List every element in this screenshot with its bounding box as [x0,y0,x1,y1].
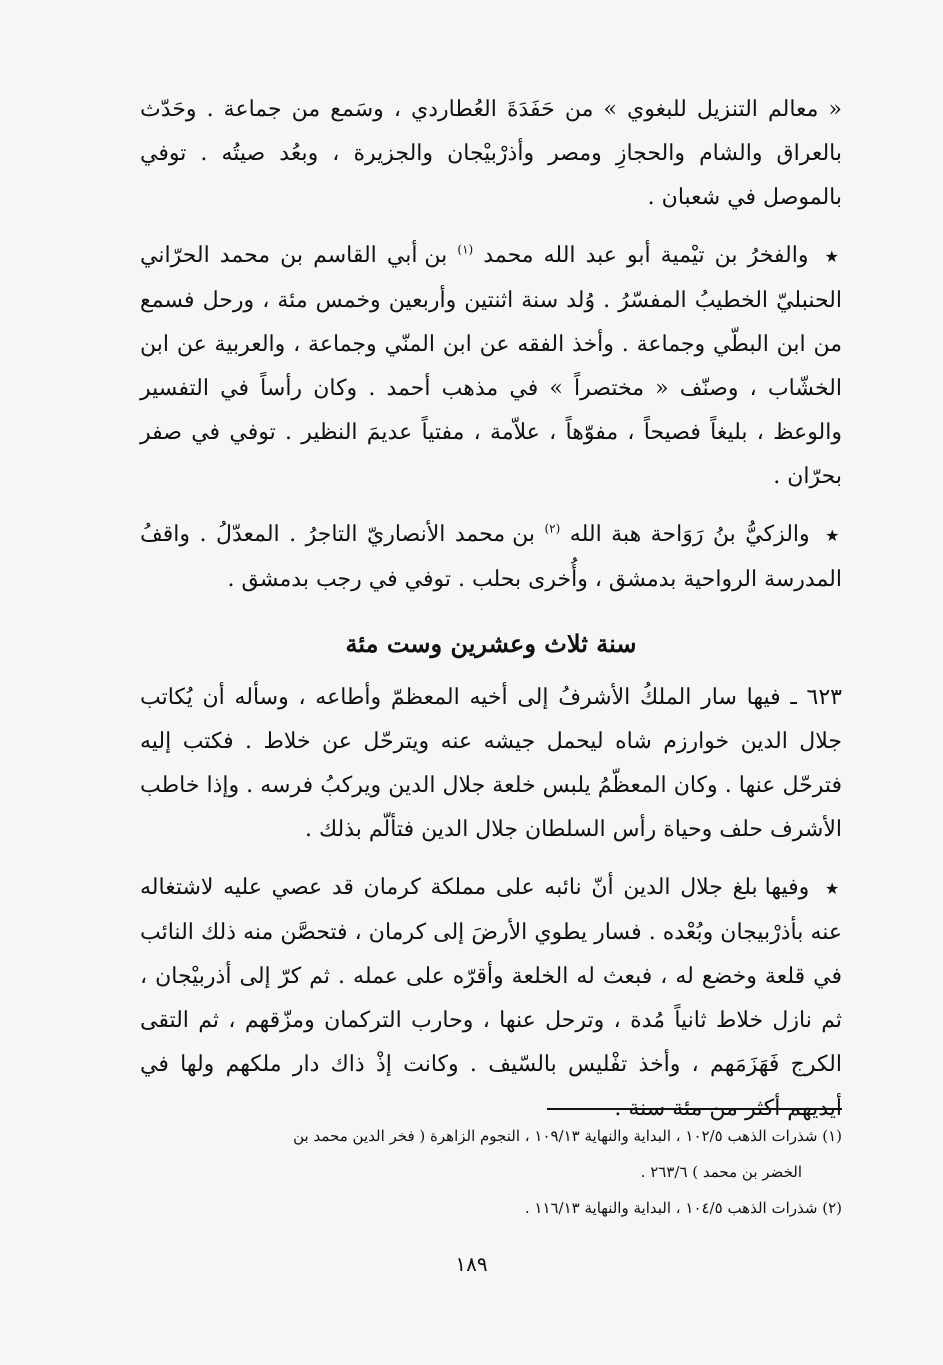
paragraph-1 [140,88,842,220]
footnote-divider [547,1108,842,1110]
paragraph-5 [140,866,842,1131]
page-number: ١٨٩ [455,1252,488,1276]
footnote-2-text: شذرات الذهب ١٠٤/٥ ، البداية والنهاية ١١٦/١٣ . [524,1199,818,1217]
footnote-1-continuation [140,1154,842,1190]
star-icon: ★ [825,526,842,545]
page-body [140,88,842,1145]
paragraph-5-text: وفيها بلغ جلال الدين أنّ نائبه على مملكة كرمان قد عصي عليه لاشتغاله عنه بأذرْبيجان وبُعْده . فسار يطوي الأرضَ إلى كرمان ، فتحصَّن منه ذلك النائب في قلعة وخضع له ، فبعث له الخلعة وأقرّه على عمله . ثم كرّ إلى أذربيْجان ، ثم نازل خلاط ثانياً مُدة ، وترحل عنها ، وحارب التركمان ومزّقهم ، ثم التقى الكرج فَهَزَمَهم ، وأخذ تفْليس بالسّيف . وكانت إذْ ذاك دار ملكهم ولها في أيديهم أكثر من مئة سنة . [140,875,842,1121]
footnote-1-cont-text: الخضر بن محمد ) ٢٦٣/٦ . [640,1163,802,1181]
section-heading: سنة ثلاث وعشرين وست مئة [345,629,637,658]
paragraph-2-text-end: بن أبي القاسم بن محمد الحرّاني الحنبليّ الخطيبُ المفسّرُ . وُلد سنة اثنتين وأربعين وخمس مئة ، ورحل فسمع من ابن البطّي وجماعة . وأخذ الفقه عن ابن المنّي وجماعة ، والعربية عن ابن الخشّاب ، وصنّف « مختصراً » في مذهب أحمد . وكان رأساً في التفسير والوعظ ، بليغاً فصيحاً ، مفوّهاً ، علاّمة ، مفتياً عديمَ النظير . توفي في صفر بحرّان . [140,243,842,489]
footnote-1-text: شذرات الذهب ١٠٢/٥ ، البداية والنهاية ١٠٩/١٣ ، النجوم الزاهرة ( فخر الدين محمد بن [293,1127,818,1145]
footnote-ref-2: (٢) [544,521,561,536]
paragraph-3 [140,513,842,602]
star-icon: ★ [824,879,843,898]
paragraph-2 [140,234,842,499]
paragraph-3-text-start: والزكيُّ بنُ رَوَاحة هبة الله [569,522,810,547]
paragraph-3-text-end: بن محمد الأنصاريّ التاجرُ . المعدّلُ . واقفُ المدرسة الرواحية بدمشق ، وأُخرى بحلب . توفي في رجب بدمشق . [140,522,842,592]
footnote-2-number: (٢) [822,1199,842,1217]
paragraph-1-text: « معالم التنزيل للبغوي » من حَفَدَةَ العُطاردي ، وسَمع من جماعة . وحَدّث بالعراق والشام والحجازِ ومصر وأذرْبيْجان والجزيرة ، وبعُد صيتُه . توفي بالموصل في شعبان . [140,97,842,210]
footnotes [140,1118,842,1226]
footnote-2 [140,1190,842,1226]
footnote-1 [140,1118,842,1154]
paragraph-4 [140,676,842,852]
footnote-ref-1: (١) [457,242,474,257]
star-icon: ★ [824,247,843,266]
footnote-1-number: (١) [822,1127,842,1145]
paragraph-2-text-start: والفخرُ بن تيْمية أبو عبد الله محمد [483,243,809,268]
paragraph-4-text: ٦٢٣ ـ فيها سار الملكُ الأشرفُ إلى أخيه المعظمّ وأطاعه ، وسأله أن يُكاتب جلال الدين خوارزم شاه ليحمل جيشه عنه ويترحّل عن خلاط . فكتب إليه فترحّل عنها . وكان المعظّمُ يلبس خلعة جلال الدين ويركبُ فرسه . وإذا خاطب الأشرف حلف وحياة رأس السلطان جلال الدين فتألّم بذلك . [140,685,842,842]
